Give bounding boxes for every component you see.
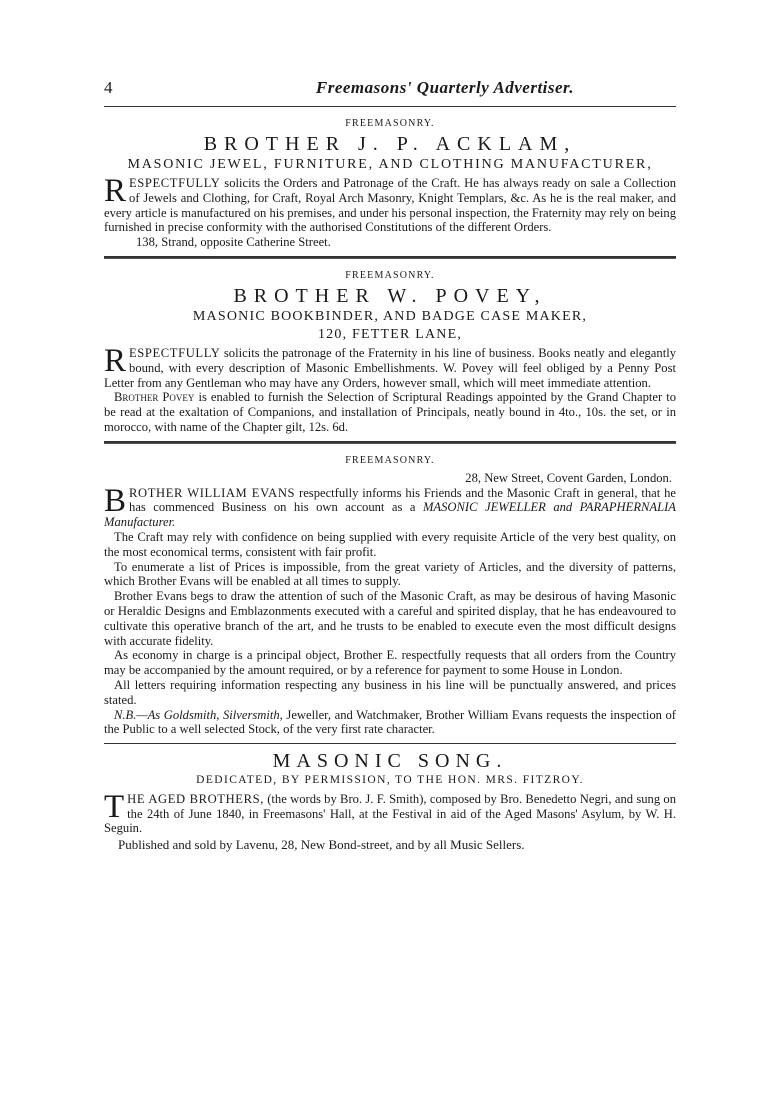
- ad-label: FREEMASONRY.: [345, 454, 435, 466]
- section-rule: [104, 441, 676, 444]
- body-text: solicits the patronage of the Fraternity in his line of business. Books neatly and elegantly bound, with every description of Masonic Embellishments. W. Povey will feel obliged by a Penny Post Letter from any Gentleman who may have any Orders, however small, which will meet immediate attention.: [104, 345, 676, 390]
- page: [104, 78, 676, 853]
- paragraph: Brother Evans begs to draw the attention of such of the Masonic Craft, as may be desirous of having Masonic or Heraldic Designs and Emblazonments executed with a careful and spirited display, that he has endeavoured to cultivate this operative branch of the art, and he trusts to be enabled to execute even the most difficult designs with accurate fidelity.: [104, 589, 676, 648]
- nb-italic: N.B.—As Goldsmith, Silversmith,: [114, 707, 283, 722]
- drop-cap: B: [104, 482, 127, 519]
- paragraph: The Craft may rely with confidence on being supplied with every requisite Article of the very best quality, on the most economical terms, consistent with fair profit.: [104, 529, 676, 559]
- body-text: solicits the Orders and Patronage of the Craft. He has always ready on sale a Collection of Jewels and Clothing, for Craft, Royal Arch Masonry, Knight Templars, &c. As he is the real maker, and every article is manufactured on his premises, and under his personal inspection, the Fraternity may rely on being furnished in precise conformity with the authorised Constitutions of the different Orders.: [104, 176, 676, 235]
- page-number: 4: [104, 78, 113, 97]
- ad-address: 138, Strand, opposite Catherine Street.: [136, 235, 331, 250]
- ad-acklam: [104, 117, 676, 250]
- ad-body: [104, 173, 676, 235]
- advertiser-trade: MASONIC JEWEL, FURNITURE, AND CLOTHING MANUFACTURER,: [127, 157, 653, 172]
- ad-song: [104, 750, 677, 853]
- paragraph: To enumerate a list of Prices is impossible, from the great variety of Articles, and the diversity of patterns, which Brother Evans will be enabled at all times to supply.: [104, 559, 676, 589]
- advertiser-address: 120, FETTER LANE,: [317, 326, 463, 342]
- paragraph: All letters requiring information respecting any business in his line will be punctually answered, and prices stated.: [104, 677, 676, 707]
- body-text: Jeweller, and Watchmaker, Brother William Evans requests the inspection of the Public to a well selected Stock, of the very first rate character.: [104, 707, 677, 737]
- trade-italic: MASONIC JEWELLER and PARAPHERNALIA Manufacturer.: [104, 500, 676, 530]
- body-text: respectfully informs his Friends and the Masonic Craft in general, that he has commenced Business on his own account as a: [129, 485, 676, 515]
- ad-body: [104, 342, 676, 390]
- song-title: MASONIC SONG.: [272, 750, 508, 773]
- lead-name: Brother Povey: [114, 390, 195, 405]
- ad-label: FREEMASONRY.: [345, 118, 435, 129]
- header-rule: [104, 106, 676, 107]
- ad-address: 28, New Street, Covent Garden, London.: [465, 470, 672, 485]
- lead-words: ROTHER WILLIAM EVANS: [129, 485, 296, 500]
- journal-title: Freemasons' Quarterly Advertiser.: [315, 78, 574, 97]
- ad-label: FREEMASONRY.: [345, 269, 435, 281]
- paragraph-nb: [104, 708, 676, 738]
- body-text: (the words by Bro. J. F. Smith), composed by Bro. Benedetto Negri, and sung on the 24th of June 1840, in Freemasons' Hall, at the Festival in aid of the Aged Masons' Asylum, by W. H. Seguin.: [104, 791, 677, 836]
- song-dedication: DEDICATED, BY PERMISSION, TO THE HON. MRS. FITZROY.: [196, 773, 584, 786]
- ad-body-2: [104, 390, 676, 434]
- song-body: [104, 788, 677, 836]
- ad-povey: [104, 269, 676, 435]
- lead-words: HE AGED BROTHERS,: [127, 791, 264, 806]
- ad-evans: [104, 454, 676, 737]
- lead-word: ESPECTFULLY: [129, 345, 221, 360]
- drop-cap: T: [104, 788, 125, 825]
- advertiser-name: BROTHER J. P. ACKLAM,: [203, 133, 577, 155]
- drop-cap: R: [104, 173, 127, 209]
- drop-cap: R: [104, 342, 127, 379]
- advertiser-trade: MASONIC BOOKBINDER, AND BADGE CASE MAKER,: [192, 308, 588, 324]
- section-rule: [104, 256, 676, 259]
- section-rule: [104, 743, 676, 744]
- paragraph: As economy in charge is a principal object, Brother E. respectfully requests that all orders from the Country may be accompanied by the amount required, or by a reference for payment to some House in London.: [104, 648, 676, 678]
- ad-body: [104, 482, 676, 530]
- lead-word: ESPECTFULLY: [129, 176, 221, 190]
- body-text: is enabled to furnish the Selection of Scriptural Readings appointed by the Grand Chapter to be read at the exaltation of Companions, and installation of Principals, neatly bound in 4to., 10s. the set, or in morocco, with name of the Chapter gilt, 12s. 6d.: [104, 390, 676, 434]
- publisher-line: Published and sold by Lavenu, 28, New Bond-street, and by all Music Sellers.: [118, 837, 525, 853]
- advertiser-name: BROTHER W. POVEY,: [233, 284, 547, 307]
- running-header: [104, 78, 676, 104]
